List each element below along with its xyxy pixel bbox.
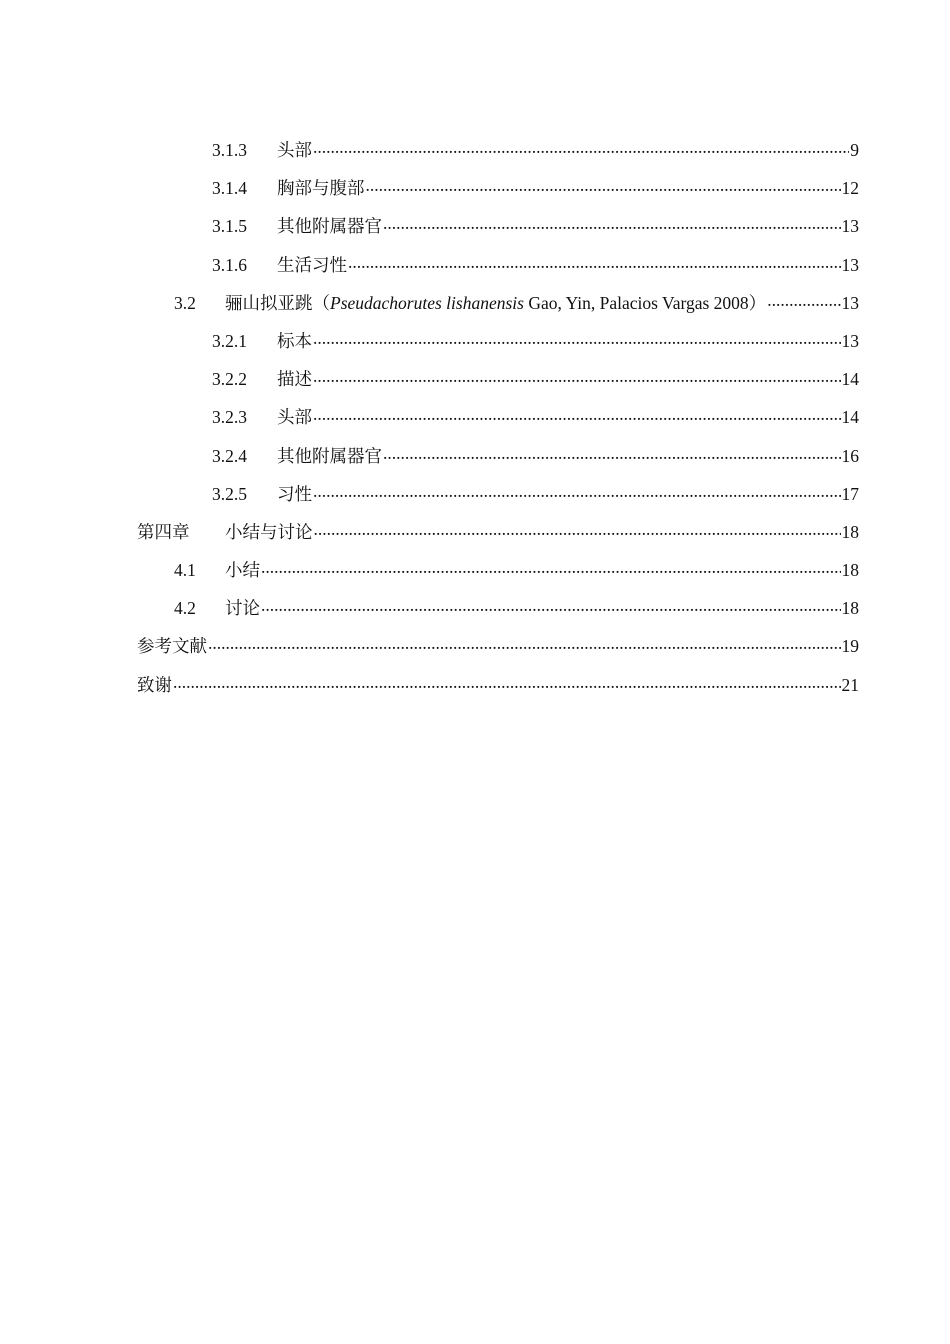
toc-entry-number: 3.1.6: [212, 254, 247, 275]
toc-entry-page: 18: [841, 598, 859, 619]
toc-entry-references[interactable]: [137, 633, 859, 671]
toc-entry-title: 致谢: [137, 674, 172, 695]
toc-entry-title: 头部: [277, 407, 312, 428]
toc-entry-number: 4.1: [174, 560, 196, 581]
toc-entry-page: 17: [841, 483, 859, 504]
toc-entry-title: 其他附属器官: [277, 216, 382, 237]
dot-leader: [366, 177, 841, 195]
toc-entry-number: 3.1.4: [212, 178, 247, 199]
toc-entry-page: 18: [841, 521, 859, 542]
dot-leader: [313, 406, 841, 424]
dot-leader: [208, 635, 841, 653]
toc-entry-number: 3.2.5: [212, 483, 247, 504]
toc-entry-3-1-6[interactable]: [137, 252, 859, 290]
toc-entry-page: 13: [841, 254, 859, 275]
toc-entry-page: 21: [841, 674, 859, 695]
toc-entry-page: 12: [841, 178, 859, 199]
toc-entry-3-2-4[interactable]: [137, 443, 859, 481]
dot-leader: [313, 368, 841, 386]
toc-entry-number: 3.2: [174, 292, 196, 313]
toc-entry-page: 14: [841, 407, 859, 428]
dot-leader: [313, 139, 849, 157]
toc-entry-title: 头部: [277, 140, 312, 160]
title-suffix: Gao, Yin, Palacios Vargas 2008）: [523, 292, 767, 313]
toc-entry-title: 小结与讨论: [225, 521, 313, 542]
toc-entry-page: 13: [841, 330, 859, 351]
toc-entry-title: 小结: [225, 560, 260, 581]
toc-entry-number: 3.2.3: [212, 407, 247, 428]
toc-entry-chapter-4[interactable]: [137, 519, 859, 557]
toc-entry-title: 描述: [277, 369, 312, 390]
toc-entry-3-2-3[interactable]: [137, 404, 859, 442]
toc-entry-4-2[interactable]: [137, 595, 859, 633]
dot-leader: [383, 215, 841, 233]
dot-leader: [313, 482, 841, 500]
toc-entry-page: 19: [841, 636, 859, 657]
toc-entry-3-1-3[interactable]: [137, 137, 859, 175]
dot-leader: [767, 291, 840, 309]
toc-entry-page: 18: [841, 560, 859, 581]
table-of-contents: [137, 137, 859, 710]
toc-entry-title: 标本: [277, 330, 312, 351]
toc-entry-number: 4.2: [174, 598, 196, 619]
toc-entry-number: 3.2.1: [212, 330, 247, 351]
toc-entry-title: 生活习性: [277, 254, 347, 275]
species-name: Pseudachorutes lishanensis: [330, 292, 524, 313]
toc-entry-title: 胸部与腹部: [277, 178, 365, 199]
toc-entry-3-2-2[interactable]: [137, 366, 859, 404]
dot-leader: [348, 253, 841, 271]
toc-entry-3-2-1[interactable]: [137, 328, 859, 366]
toc-entry-number: 3.2.2: [212, 369, 247, 390]
toc-entry-title: 参考文献: [137, 636, 207, 657]
toc-entry-acknowledgements[interactable]: [137, 672, 859, 710]
toc-entry-page: 14: [841, 369, 859, 390]
dot-leader: [313, 329, 841, 347]
dot-leader: [314, 520, 841, 538]
toc-entry-page: 16: [841, 445, 859, 466]
toc-entry-page: 9: [850, 140, 859, 160]
toc-entry-title: 习性: [277, 483, 312, 504]
title-prefix: 骊山拟亚跳（: [225, 292, 330, 313]
toc-entry-number: 第四章: [137, 521, 190, 542]
toc-entry-page: 13: [841, 216, 859, 237]
toc-entry-4-1[interactable]: [137, 557, 859, 595]
toc-entry-page: 13: [841, 292, 859, 313]
dot-leader: [383, 444, 841, 462]
toc-entry-3-2-5[interactable]: [137, 481, 859, 519]
toc-entry-title: 其他附属器官: [277, 445, 382, 466]
toc-entry-number: 3.1.5: [212, 216, 247, 237]
dot-leader: [173, 673, 841, 691]
toc-entry-title: [225, 290, 766, 315]
toc-entry-title: 讨论: [225, 598, 260, 619]
dot-leader: [261, 559, 841, 577]
toc-entry-number: 3.2.4: [212, 445, 247, 466]
dot-leader: [261, 597, 841, 615]
toc-entry-3-2[interactable]: [137, 290, 859, 328]
toc-entry-3-1-4[interactable]: [137, 175, 859, 213]
toc-entry-number: 3.1.3: [212, 140, 247, 160]
toc-entry-3-1-5[interactable]: [137, 213, 859, 251]
